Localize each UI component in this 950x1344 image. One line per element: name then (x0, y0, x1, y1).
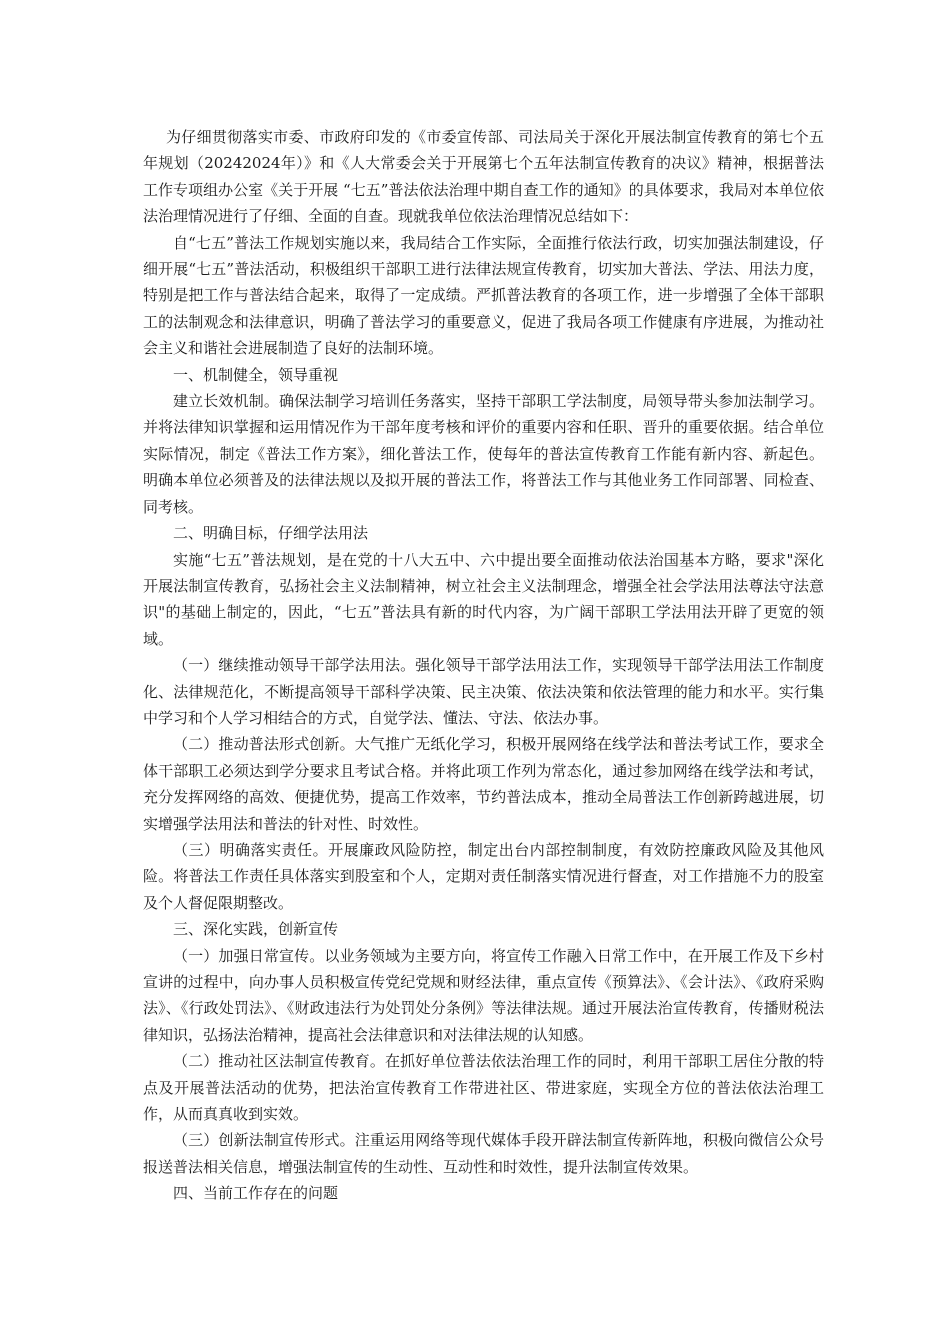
section-3-item-3: （三）创新法制宣传形式。注重运用网络等现代媒体手段开辟法制宣传新阵地，积极向微信公众号报送普法相关信息，增强法制宣传的生动性、互动性和时效性，提升法制宣传效果。 (143, 1131, 824, 1176)
section-2-item-2: （二）推动普法形式创新。大气推广无纸化学习，积极开展网络在线学法和普法考试工作，要求全体干部职工必须达到学分要求且考试合格。并将此项工作列为常态化，通过参加网络在线学法和考试，充分发挥网络的高效、便捷优势，提高工作效率，节约普法成本，推动全局普法工作创新跨越进展，切实增强学法用法和普法的针对性、时效性。 (143, 735, 824, 833)
section-3-item-1: （一）加强日常宣传。以业务领域为主要方向，将宣传工作融入日常工作中，在开展工作及下乡村宣讲的过程中，向办事人员积极宣传党纪党规和财经法律，重点宣传《预算法》、《会计法》、《政府采购法》、《行政处罚法》、《财政违法行为处罚处分条例》等法律法规。通过开展法治宣传教育，传播财税法律知识，弘扬法治精神，提高社会法律意识和对法律法规的认知感。 (143, 946, 824, 1044)
section-2-paragraph: 实施“七五”普法规划，是在党的十八大五中、六中提出要全面推动依法治国基本方略，要求"深化开展法制宣传教育，弘扬社会主义法制精神，树立社会主义法制理念，增强全社会学法用法尊法守法意识"的基础上制定的，因此，“七五”普法具有新的时代内容，为广阔干部职工学法用法开辟了更宽的领域。 (143, 550, 824, 648)
section-heading-1: 一、机制健全，领导重视 (173, 365, 339, 384)
section-1-paragraph: 建立长效机制。确保法制学习培训任务落实，坚持干部职工学法制度，局领导带头参加法制学习。并将法律知识掌握和运用情况作为干部年度考核和评价的重要内容和任职、晋升的重要依据。结合单位实际情况，制定《普法工作方案》，细化普法工作，使每年的普法宣传教育工作能有新内容、新起色。明确本单位必须普及的法律法规以及拟开展的普法工作，将普法工作与其他业务工作同部署、同检查、同考核。 (143, 392, 824, 516)
section-heading-4: 四、当前工作存在的问题 (173, 1184, 339, 1203)
section-2-item-1: （一）继续推动领导干部学法用法。强化领导干部学法用法工作，实现领导干部学法用法工作制度化、法律规范化，不断提高领导干部科学决策、民主决策、依法决策和依法管理的能力和水平。实行集中学习和个人学习相结合的方式，自觉学法、懂法、守法、依法办事。 (143, 656, 824, 727)
overview-paragraph: 自“七五”普法工作规划实施以来，我局结合工作实际，全面推行依法行政，切实加强法制建设，仔细开展“七五”普法活动，积极组织干部职工进行法律法规宣传教育，切实加大普法、学法、用法力度，特别是把工作与普法结合起来，取得了一定成绩。严抓普法教育的各项工作，进一步增强了全体干部职工的法制观念和法律意识，明确了普法学习的重要意义，促进了我局各项工作健康有序进展，为推动社会主义和谐社会进展制造了良好的法制环境。 (143, 233, 824, 358)
section-2-item-3: （三）明确落实责任。开展廉政风险防控，制定出台内部控制制度，有效防控廉政风险及其他风险。将普法工作责任具体落实到股室和个人，定期对责任制落实情况进行督查，对工作措施不力的股室及个人督促限期整改。 (143, 840, 824, 912)
section-heading-2: 二、明确目标，仔细学法用法 (173, 524, 369, 543)
section-heading-3: 三、深化实践，创新宣传 (173, 920, 339, 939)
section-3-item-2: （二）推动社区法制宣传教育。在抓好单位普法依法治理工作的同时，利用干部职工居住分散的特点及开展普法活动的优势，把法治宣传教育工作带进社区、带进家庭，实现全方位的普法依法治理工作，从而真真收到实效。 (143, 1052, 824, 1124)
intro-paragraph: 为仔细贯彻落实市委、市政府印发的《市委宣传部、司法局关于深化开展法制宣传教育的第七个五年规划（20242024年）》和《人大常委会关于开展第七个五年法制宣传教育的决议》精神，根据普法工作专项组办公室《关于开展 “七五”普法依法治理中期自查工作的通知》的具体要求，我局对本单位依法治理情况进行了仔细、全面的自查。现就我单位依法治理情况总结如下： (143, 128, 824, 226)
